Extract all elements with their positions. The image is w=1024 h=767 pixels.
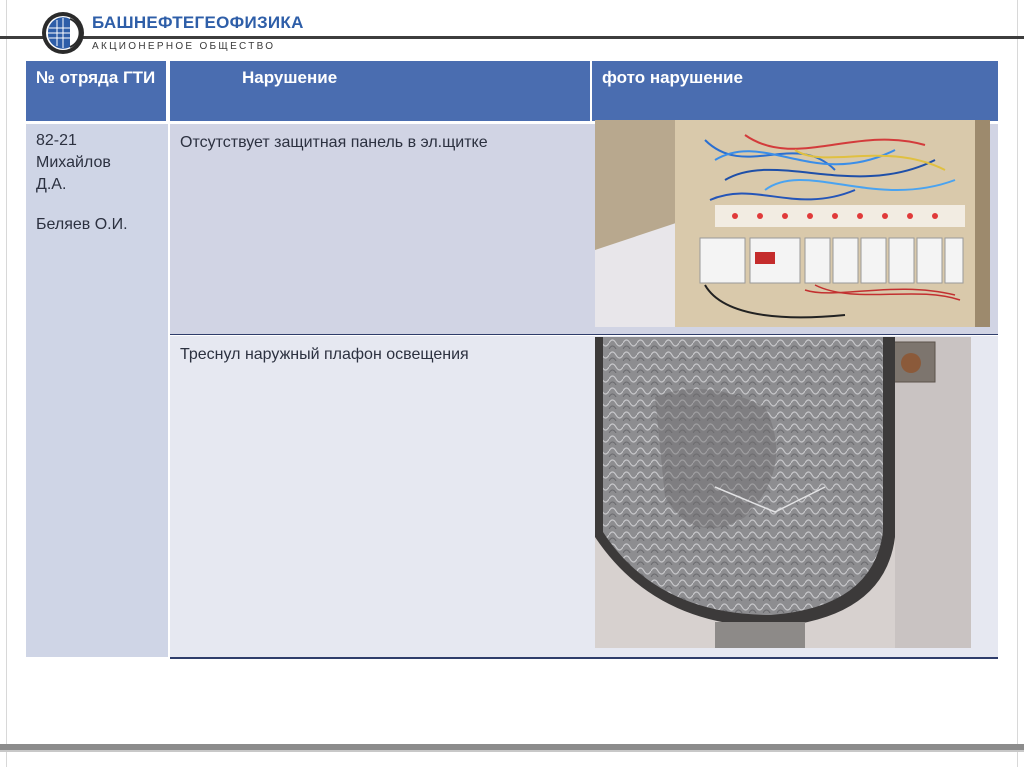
row-divider: [170, 334, 998, 335]
cracked-lamp-photo: [595, 337, 971, 648]
brand-subtitle: АКЦИОНЕРНОЕ ОБЩЕСТВО: [92, 41, 276, 52]
header-cell-photo: [592, 61, 998, 121]
violation-text-1: Отсутствует защитная панель в эл.щитке: [180, 134, 488, 151]
violation-cell-1: [170, 124, 592, 334]
table-bottom-rule: [170, 657, 998, 659]
header-cell-violation: [170, 61, 592, 121]
header-crew-label: № отряда ГТИ: [36, 68, 156, 87]
crew-cell: [26, 124, 168, 657]
header-photo-label: фото нарушение: [602, 68, 743, 87]
footer-bar-shadow: [0, 750, 1024, 752]
brand-name: БАШНЕФТЕГЕОФИЗИКА: [92, 13, 304, 32]
violation-text-2: Треснул наружный плафон освещения: [180, 346, 469, 363]
crew-member-surname: Михайлов: [36, 154, 111, 171]
header-violation-label: Нарушение: [242, 68, 338, 87]
company-logo: [40, 10, 86, 56]
header-cell-crew: [26, 61, 168, 121]
crew-member-initials: Д.А.: [36, 176, 67, 193]
crew-member-2: Беляев О.И.: [36, 216, 128, 233]
header-rule: [0, 36, 1024, 39]
crew-number: 82-21: [36, 132, 77, 149]
electrical-panel-photo: [595, 120, 990, 327]
violation-cell-2: [170, 336, 592, 657]
